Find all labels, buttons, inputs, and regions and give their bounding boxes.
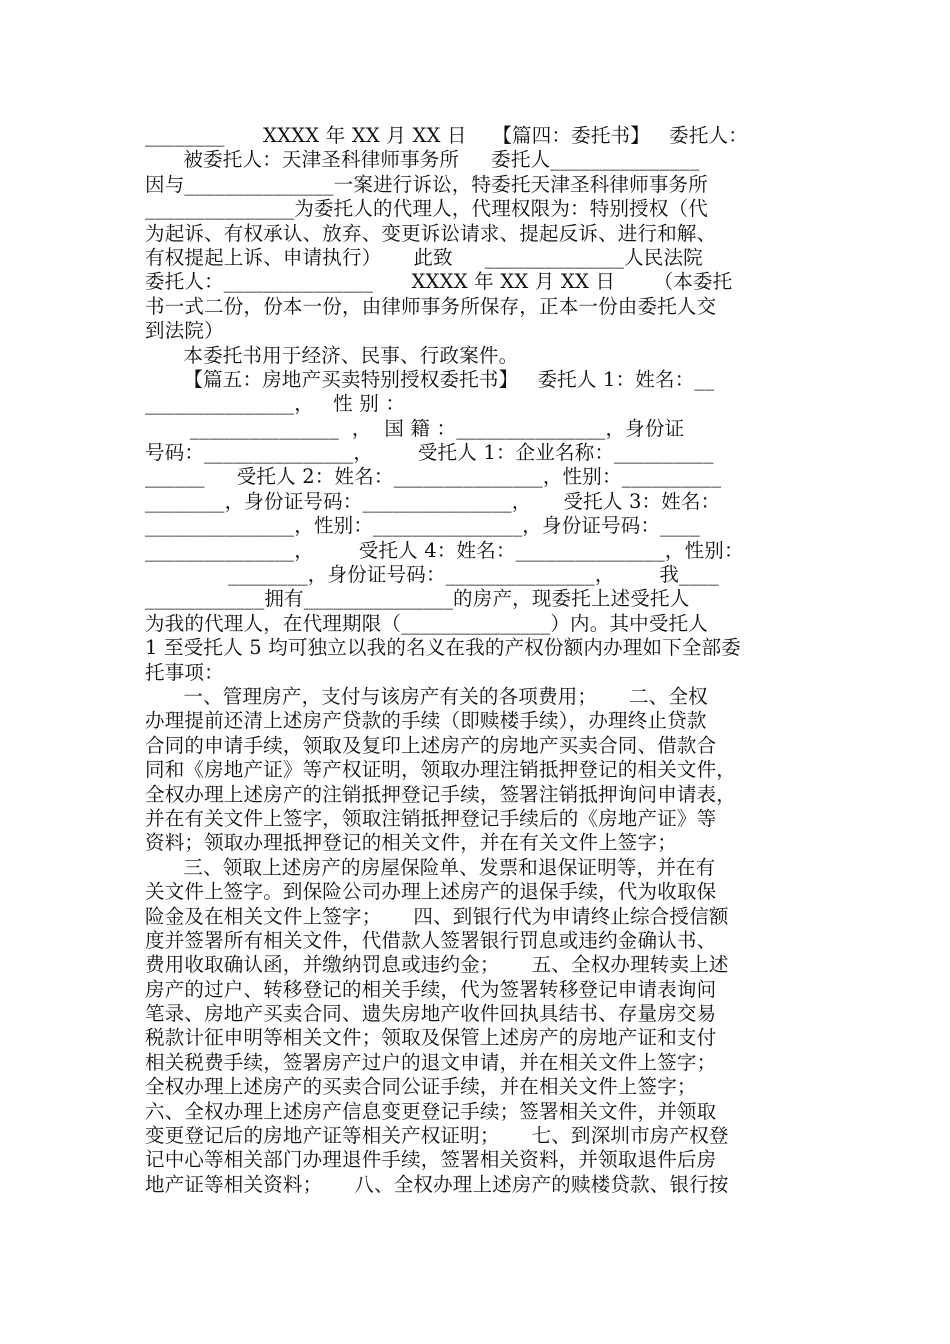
- document-body: [145, 124, 807, 1197]
- text-line: 笔录、房地产买卖合同、遗失房地产收件回执具结书、存量房交易: [145, 1002, 717, 1026]
- text-line: _______________， 性 别 ：: [145, 392, 406, 416]
- text-line: 关文件上签字。到保险公司办理上述房产的退保手续，代为收取保: [145, 880, 717, 904]
- text-line: 相关税费手续，签署房产过户的退文申请，并在相关文件上签字；: [145, 1050, 717, 1074]
- text-line: 【篇五：房地产买卖特别授权委托书】 委托人 1：姓名：__: [145, 367, 715, 391]
- text-line: 并在有关文件上签字，领取注销抵押登记手续后的《房地产证》等: [145, 806, 717, 830]
- text-line: 本委托书用于经济、民事、行政案件。: [145, 343, 519, 367]
- text-line: 因与_______________一案进行诉讼，特委托天津圣科律师事务所: [145, 172, 708, 196]
- text-line: 委托人：_______________ XXXX 年 XX 月 XX 日 （本委托: [145, 270, 733, 294]
- text-line: 资料；领取办理抵押登记的相关文件，并在有关文件上签字；: [145, 831, 677, 855]
- text-line: 险金及在相关文件上签字； 四、到银行代为申请终止综合授信额: [145, 904, 729, 928]
- text-line: 全权办理上述房产的买卖合同公证手续，并在相关文件上签字；: [145, 1075, 697, 1099]
- text-line: ______ 受托人 2：姓名：_______________，性别：__________: [145, 465, 722, 489]
- text-line: 一、管理房产，支付与该房产有关的各项费用； 二、全权: [145, 684, 708, 708]
- text-line: 地产证等相关资料； 八、全权办理上述房产的赎楼贷款、银行按: [145, 1172, 729, 1196]
- text-line: 六、全权办理上述房产信息变更登记手续；签署相关文件，并领取: [145, 1099, 717, 1123]
- text-line: 记中心等相关部门办理退件手续，签署相关资料，并领取退件后房: [145, 1148, 717, 1172]
- text-line: 同和《房地产证》等产权证明，领取办理注销抵押登记的相关文件，: [145, 758, 737, 782]
- text-line: 费用收取确认函，并缴纳罚息或违约金； 五、全权办理转卖上述: [145, 953, 729, 977]
- text-line: ________，身份证号码：_______________， 受托人 3：姓名：: [145, 489, 721, 513]
- text-line: _______________为委托人的代理人，代理权限为：特别授权（代: [145, 197, 708, 221]
- text-line: 书一式二份，份本一份，由律师事务所保存，正本一份由委托人交: [145, 294, 717, 318]
- text-line: 全权办理上述房产的注销抵押登记手续，签署注销抵押询问申请表，: [145, 782, 737, 806]
- text-line: 被委托人：天津圣科律师事务所 委托人_______________: [145, 148, 700, 172]
- text-line: 为我的代理人，在代理期限（_______________）内。其中受托人: [145, 611, 708, 635]
- text-line: 度并签署所有相关文件，代借款人签署银行罚息或违约金确认书、: [145, 928, 717, 952]
- text-line: 1 至受托人 5 均可独立以我的名义在我的产权份额内办理如下全部委: [145, 636, 742, 660]
- text-line: 托事项：: [145, 660, 224, 684]
- text-line: 号码：_______________， 受托人 1：企业名称：__________: [145, 441, 714, 465]
- text-line: 变更登记后的房地产证等相关产权证明； 七、到深圳市房产权登: [145, 1124, 729, 1148]
- text-line: ________ XXXX 年 XX 月 XX 日 【篇四：委托书】 委托人：: [145, 124, 748, 147]
- text-line: 三、领取上述房产的房屋保险单、发票和退保证明等，并在有: [145, 855, 716, 879]
- text-line: 房产的过户、转移登记的相关手续，代为签署转移登记申请表询问: [145, 977, 717, 1001]
- text-line: 有权提起上诉、申请执行） 此致 ______________人民法院: [145, 245, 703, 269]
- text-line: 税款计征申明等相关文件；领取及保管上述房产的房地产证和支付: [145, 1026, 717, 1050]
- text-line: 办理提前还清上述房产贷款的手续（即赎楼手续），办理终止贷款: [145, 709, 707, 733]
- text-line: 合同的申请手续，领取及复印上述房产的房地产买卖合同、借款合: [145, 733, 717, 757]
- text-line: ____________拥有_______________的房产，现委托上述受托人: [145, 587, 690, 611]
- text-line: _______________， 受托人 4：姓名：_______________，性别：: [145, 538, 744, 562]
- text-line: 为起诉、有权承认、放弃、变更诉讼请求、提起反诉、进行和解、: [145, 221, 717, 245]
- text-line: _______________，性别：_______________，身份证号码：____: [145, 514, 701, 538]
- text-line: _______________ ， 国 籍 ：_______________，身份证: [145, 416, 685, 440]
- text-line: ________，身份证号码：_______________， 我____: [145, 563, 719, 587]
- text-line: 到法院）: [145, 319, 224, 343]
